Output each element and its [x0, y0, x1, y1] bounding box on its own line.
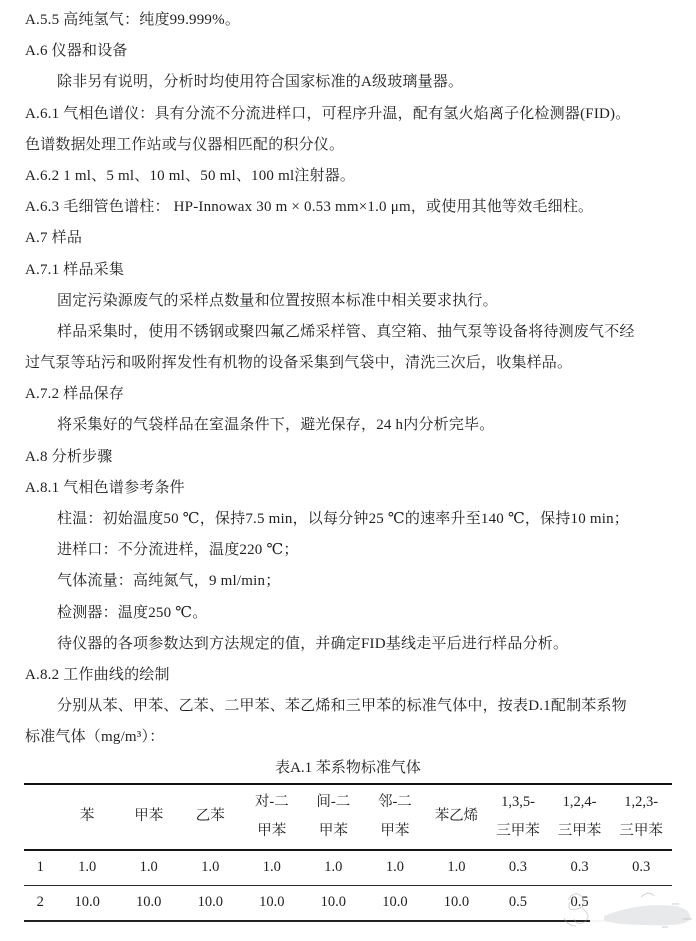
- doc-line-cont: 过气泵等玷污和吸附挥发性有机物的设备采集到气袋中，清洗三次后，收集样品。: [25, 355, 573, 372]
- table-header-cell: 苯: [56, 784, 118, 850]
- table-cell: 1.0: [56, 850, 118, 886]
- doc-line-para: 分别从苯、甲苯、乙苯、二甲苯、苯乙烯和三甲苯的标准气体中，按表D.1配制苯系物: [57, 698, 627, 715]
- table-row: [24, 850, 672, 886]
- table-row: [24, 885, 672, 921]
- table-header-cell: 对-二 甲苯: [241, 784, 303, 850]
- table-cell: 10.0: [320, 894, 347, 910]
- table-cell: [610, 885, 672, 921]
- doc-line-para: 柱温：初始温度50 ℃，保持7.5 min，以每分钟25 ℃的速率升至140 ℃，保持10 min；: [57, 511, 630, 527]
- table-header-cell: 邻-二 甲苯: [364, 784, 426, 850]
- table-header-cell: 间-二 甲苯: [303, 784, 365, 850]
- doc-line-heading: A.6.3 毛细管色谱柱： HP-Innowax 30 m × 0.53 mm×1.0 μm，或使用其他等效毛细柱。: [25, 199, 594, 216]
- table-cell: 10.0: [382, 894, 408, 910]
- benzene-standard-gas-table: [24, 783, 672, 922]
- doc-line-para: 气体流量：高纯氮气，9 ml/min；: [57, 573, 281, 590]
- table-header-cell: 乙苯: [179, 784, 241, 850]
- doc-line-heading: A.6.1 气相色谱仪：具有分流不分流进样口，可程序升温，配有氢火焰离子化检测器(FID)。: [25, 105, 631, 122]
- doc-line-heading: A.8.2 工作曲线的绘制: [25, 666, 170, 683]
- doc-line-heading: A.5.5 高纯氢气：纯度99.999%。: [25, 12, 241, 28]
- table-cell: 10.0: [259, 894, 285, 910]
- table-cell: 10.0: [136, 894, 162, 910]
- table-cell: 0.3: [610, 850, 672, 886]
- table-cell: 1.0: [179, 850, 241, 886]
- doc-line-para: 检测器：温度250 ℃。: [57, 604, 208, 621]
- table-header-cell: 苯乙烯: [426, 784, 488, 850]
- table-cell: 0.5: [570, 894, 589, 910]
- table-cell: 0.3: [487, 850, 549, 886]
- table-header-cell: 1,2,3- 三甲苯: [610, 784, 672, 850]
- table-header-cell: 甲苯: [118, 784, 180, 850]
- doc-line-para: 固定污染源废气的采样点数量和位置按照本标准中相关要求执行。: [57, 292, 498, 309]
- doc-line-heading: A.7 样品: [25, 230, 83, 247]
- doc-line-para: 样品采集时，使用不锈钢或聚四氟乙烯采样管、真空箱、抽气泵等设备将待测废气不经: [57, 323, 635, 340]
- table-cell: 1.0: [426, 850, 488, 886]
- table-cell: 0.3: [549, 850, 611, 886]
- table-header-cell: 1,2,4- 三甲苯: [549, 784, 611, 850]
- doc-line-cont: 色谱数据处理工作站或与仪器相匹配的积分仪。: [25, 136, 345, 153]
- doc-line-para: 进样口：不分流进样，温度220 ℃；: [57, 542, 299, 559]
- table-cell: 10.0: [197, 894, 223, 910]
- doc-line-heading: A.8.1 气相色谱参考条件: [25, 479, 185, 496]
- doc-line-heading: A.8 分析步骤: [25, 448, 113, 465]
- doc-line-para: 将采集好的气袋样品在室温条件下，避光保存，24 h内分析完毕。: [57, 417, 495, 434]
- table-cell: 2: [36, 894, 44, 910]
- table-cell: 10.0: [443, 894, 470, 910]
- doc-line-heading: A.6.2 1 ml、5 ml、10 ml、50 ml、100 ml注射器。: [25, 167, 356, 184]
- table-header-row: [24, 784, 672, 850]
- table-title: 表A.1 苯系物标准气体: [275, 759, 421, 776]
- doc-line-heading: A.7.1 样品采集: [25, 261, 125, 278]
- table-header-cell: 1,3,5- 三甲苯: [487, 784, 549, 850]
- table-header-cell: [24, 784, 56, 850]
- doc-line-para: 除非另有说明，分析时均使用符合国家标准的A级玻璃量器。: [57, 74, 464, 91]
- table-cell: 1.0: [364, 850, 426, 886]
- doc-line-heading: A.6 仪器和设备: [25, 43, 128, 60]
- doc-line-cont: 标准气体（mg/m³）：: [25, 729, 165, 746]
- table-cell: 0.5: [508, 894, 528, 910]
- table-cell: 1: [24, 850, 56, 886]
- table-cell: 10.0: [74, 894, 100, 910]
- table-cell: 1.0: [241, 850, 303, 886]
- table-cell: 1.0: [118, 850, 180, 886]
- doc-line-heading: A.7.2 样品保存: [25, 386, 125, 403]
- table-cell: 1.0: [303, 850, 365, 886]
- doc-line-para: 待仪器的各项参数达到方法规定的值，并确定FID基线走平后进行样品分析。: [57, 635, 569, 652]
